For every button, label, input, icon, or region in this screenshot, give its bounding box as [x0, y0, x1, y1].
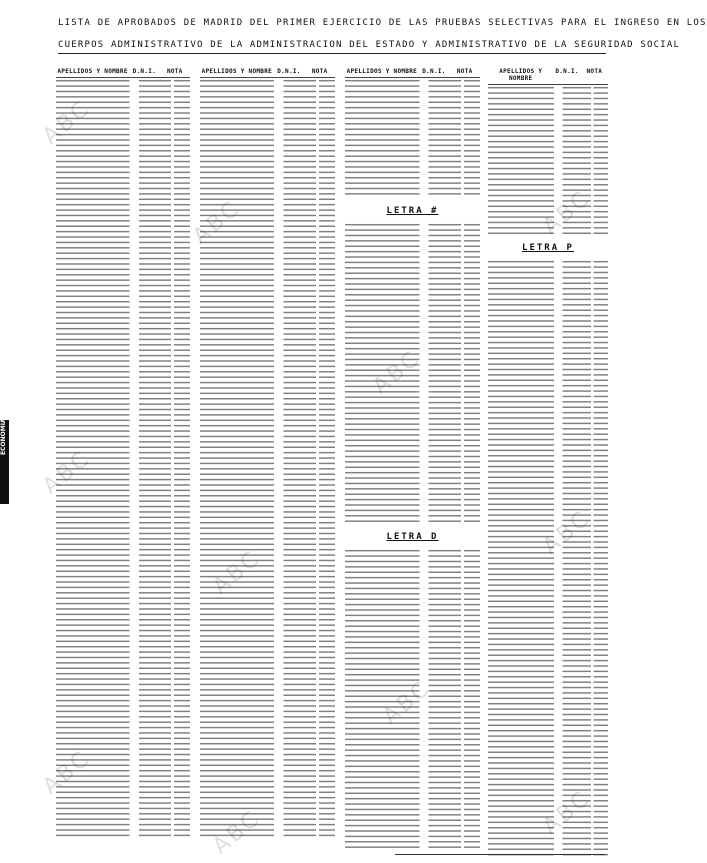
bottom-rule [395, 854, 605, 855]
result-rows [488, 259, 608, 859]
name-header: APELLIDOS Y NOMBRE [201, 68, 273, 75]
name-header: APELLIDOS Y NOMBRE [346, 68, 418, 75]
nota-header: NOTA [586, 68, 603, 75]
column-header [200, 68, 335, 78]
dni-header: D.N.I. [422, 68, 446, 75]
nota-header: NOTA [311, 68, 328, 75]
result-rows [200, 78, 335, 838]
column-header [488, 68, 608, 85]
letter-heading: LETRA # [386, 206, 439, 216]
dni-header: D.N.I. [132, 68, 157, 75]
result-rows [345, 78, 480, 198]
dni-header: D.N.I. [555, 68, 579, 75]
header-line-1: LISTA DE APROBADOS DE MADRID DEL PRIMER EJERCICIO DE LAS PRUEBAS SELECTIVAS PARA EL INGRESO EN LOS [58, 18, 707, 28]
name-header: APELLIDOS Y NOMBRE [57, 68, 128, 75]
section-tab-label: ECONOMIA [0, 418, 7, 456]
letter-heading: LETRA P [522, 243, 574, 253]
results-column-1 [56, 68, 190, 838]
results-column-2 [200, 68, 335, 838]
results-column-4 [488, 68, 608, 859]
result-rows [488, 85, 608, 235]
results-column-3 [345, 68, 480, 848]
header-line-2: CUERPOS ADMINISTRATIVO DE LA ADMINISTRACION DEL ESTADO Y ADMINISTRATIVO DE LA SEGURIDAD SOCIAL [58, 40, 606, 54]
column-header [345, 68, 480, 78]
dni-header: D.N.I. [277, 68, 301, 75]
result-rows [345, 548, 480, 848]
nota-header: NOTA [166, 68, 183, 75]
result-rows [56, 78, 190, 838]
nota-header: NOTA [456, 68, 473, 75]
column-header [56, 68, 190, 78]
result-rows [345, 222, 480, 522]
letter-heading: LETRA D [386, 532, 439, 542]
name-header: APELLIDOS Y NOMBRE [499, 68, 543, 82]
